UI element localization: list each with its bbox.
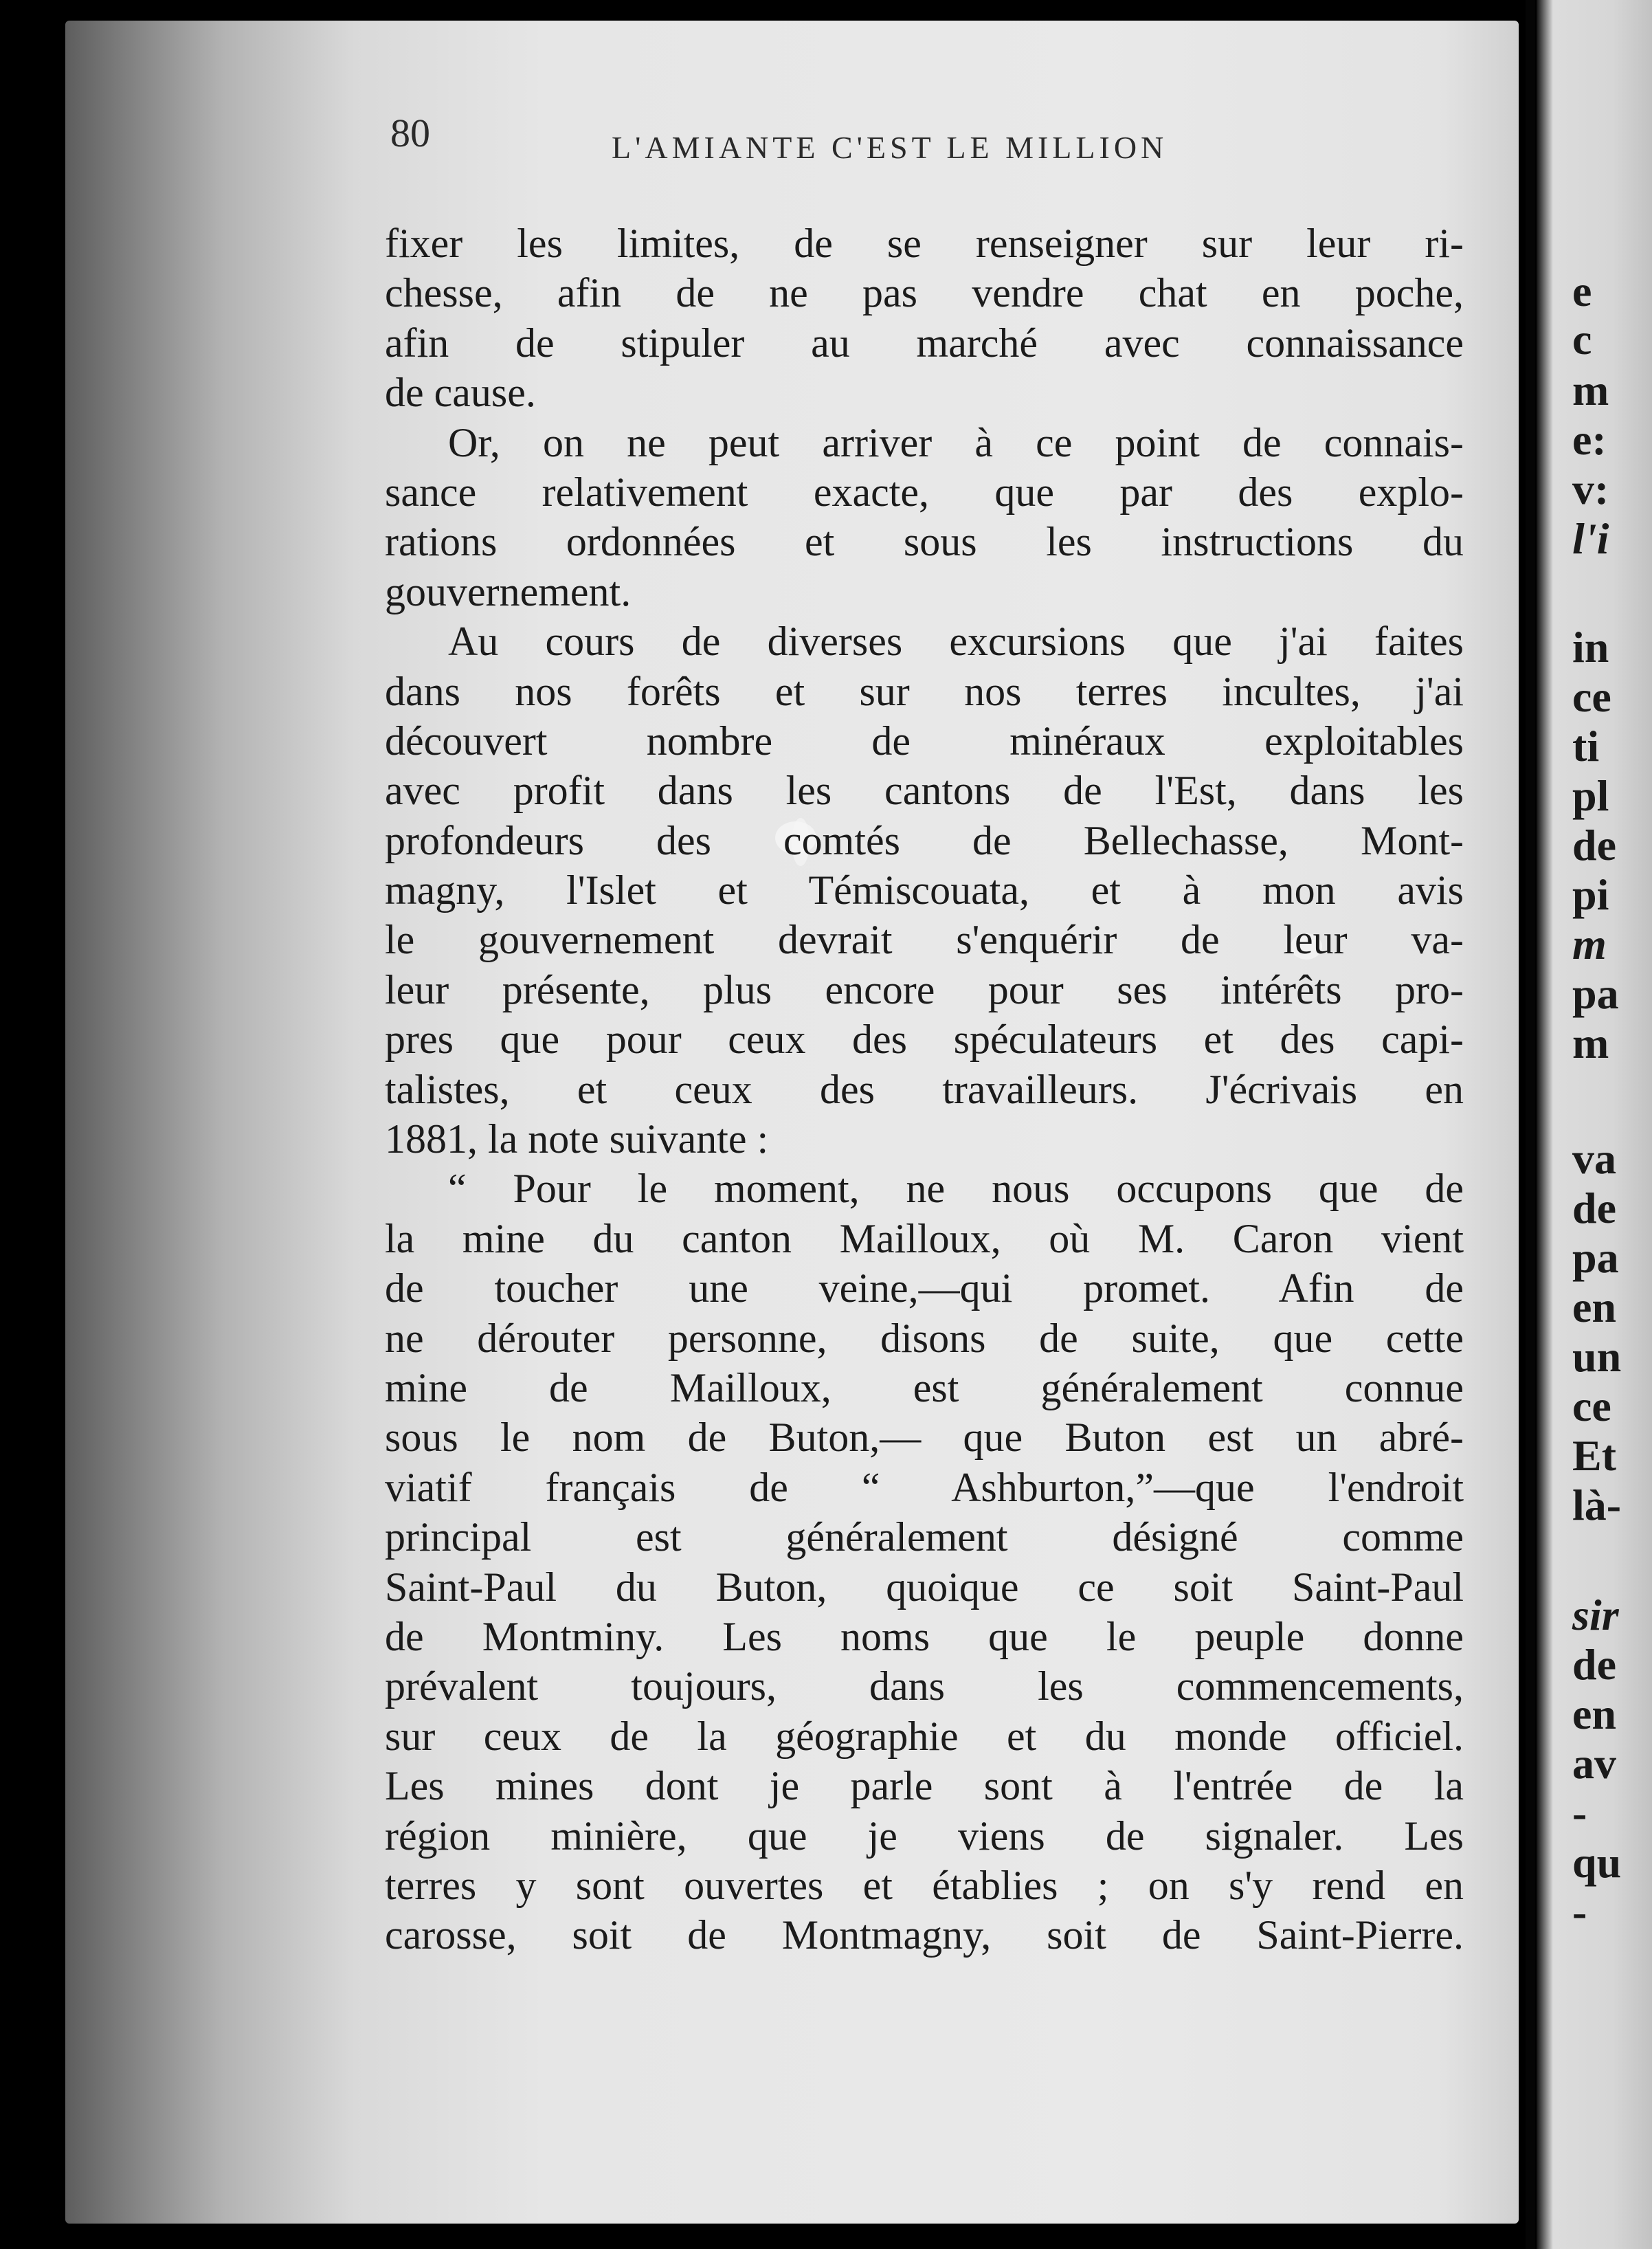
text-line: de toucher une veine,—qui promet. Afin de bbox=[385, 1265, 1464, 1311]
page-number: 80 bbox=[390, 111, 430, 155]
paragraph bbox=[385, 219, 1464, 418]
facing-fragment: in bbox=[1572, 623, 1609, 672]
text-line: sous le nom de Buton,— que Buton est un abré- bbox=[385, 1415, 1464, 1461]
text-line: magny, l'Islet et Témiscouata, et à mon avis bbox=[385, 867, 1464, 913]
facing-fragment: c bbox=[1572, 315, 1592, 364]
text-line: pres que pour ceux des spéculateurs et des capi- bbox=[385, 1017, 1464, 1063]
text-line: la mine du canton Mailloux, où M. Caron vient bbox=[385, 1215, 1464, 1261]
paragraph bbox=[385, 418, 1464, 617]
text-line: leur présente, plus encore pour ses intérêts pro- bbox=[385, 966, 1464, 1012]
facing-fragment: pa bbox=[1572, 969, 1619, 1018]
facing-fragment: ce bbox=[1572, 1382, 1611, 1430]
text-line: de cause. bbox=[385, 370, 536, 416]
facing-fragment: m bbox=[1572, 366, 1609, 414]
facing-fragment: av bbox=[1572, 1739, 1616, 1788]
facing-fragment: de bbox=[1572, 1184, 1616, 1232]
text-line: de Montminy. Les noms que le peuple donne bbox=[385, 1613, 1464, 1659]
text-line: avec profit dans les cantons de l'Est, dans les bbox=[385, 768, 1464, 814]
facing-fragment: en bbox=[1572, 1689, 1616, 1738]
text-line: région minière, que je viens de signaler. Les bbox=[385, 1813, 1464, 1859]
facing-fragment: de bbox=[1572, 1640, 1616, 1689]
facing-fragment: pi bbox=[1572, 870, 1609, 919]
text-line: sur ceux de la géographie et du monde officiel. bbox=[385, 1713, 1464, 1759]
facing-fragment: de bbox=[1572, 821, 1616, 869]
text-line: mine de Mailloux, est généralement connue bbox=[385, 1364, 1464, 1410]
text-line: ne dérouter personne, disons de suite, que cette bbox=[385, 1315, 1464, 1361]
facing-fragment: - bbox=[1572, 1887, 1587, 1936]
facing-fragment: - bbox=[1572, 1788, 1587, 1837]
text-line: découvert nombre de minéraux exploitables bbox=[385, 718, 1464, 764]
text-line: Or, on ne peut arriver à ce point de connais- bbox=[448, 419, 1464, 465]
facing-fragment: e bbox=[1572, 267, 1592, 315]
facing-page-text bbox=[1572, 0, 1648, 2249]
text-line: carosse, soit de Montmagny, soit de Saint-Pierre. bbox=[385, 1912, 1464, 1958]
text-line: principal est généralement désigné comme bbox=[385, 1514, 1464, 1560]
facing-fragment: pl bbox=[1572, 771, 1609, 820]
paragraph bbox=[385, 617, 1464, 1164]
facing-fragment: pa bbox=[1572, 1233, 1619, 1282]
page-body bbox=[385, 219, 1464, 1960]
facing-fragment: ti bbox=[1572, 722, 1600, 771]
text-line: Saint-Paul du Buton, quoique ce soit Saint-Paul bbox=[385, 1564, 1464, 1610]
facing-fragment: e: bbox=[1572, 415, 1607, 464]
facing-fragment: en bbox=[1572, 1283, 1616, 1331]
facing-fragment: qu bbox=[1572, 1838, 1622, 1887]
facing-fragment: ce bbox=[1572, 672, 1611, 721]
text-line: talistes, et ceux des travailleurs. J'écrivais en bbox=[385, 1066, 1464, 1112]
facing-fragment: va bbox=[1572, 1134, 1616, 1183]
text-line: rations ordonnées et sous les instructions du bbox=[385, 519, 1464, 565]
text-line: profondeurs des comtés de Bellechasse, Mont- bbox=[385, 817, 1464, 863]
gutter-shadow bbox=[1526, 0, 1535, 2249]
text-line: “ Pour le moment, ne nous occupons que de bbox=[448, 1166, 1464, 1212]
text-line: chesse, afin de ne pas vendre chat en poche, bbox=[385, 270, 1464, 316]
text-line: viatif français de “ Ashburton,”—que l'endroit bbox=[385, 1464, 1464, 1510]
text-line: dans nos forêts et sur nos terres incultes, j'ai bbox=[385, 668, 1464, 714]
text-line: gouvernement. bbox=[385, 568, 632, 614]
text-line: terres y sont ouvertes et établies ; on s'y rend en bbox=[385, 1862, 1464, 1908]
facing-fragment: m bbox=[1572, 1019, 1609, 1067]
text-line: prévalent toujours, dans les commencements, bbox=[385, 1663, 1464, 1709]
text-line: le gouvernement devrait s'enquérir de leur va- bbox=[385, 917, 1464, 963]
facing-fragment: sir bbox=[1572, 1591, 1619, 1639]
text-line: Les mines dont je parle sont à l'entrée de la bbox=[385, 1763, 1464, 1809]
text-line: fixer les limites, de se renseigner sur leur ri- bbox=[385, 221, 1464, 266]
text-line: sance relativement exacte, que par des explo- bbox=[385, 469, 1464, 515]
facing-fragment: m bbox=[1572, 920, 1607, 968]
facing-fragment: l'i bbox=[1572, 514, 1609, 563]
facing-fragment: Et bbox=[1572, 1431, 1616, 1480]
text-line: afin de stipuler au marché avec connaissance bbox=[385, 320, 1464, 366]
paragraph bbox=[385, 1164, 1464, 1960]
facing-fragment: là- bbox=[1572, 1481, 1622, 1529]
facing-fragment: un bbox=[1572, 1332, 1622, 1381]
running-head: L'AMIANTE C'EST LE MILLION bbox=[612, 130, 1168, 165]
text-line: Au cours de diverses excursions que j'ai faites bbox=[448, 619, 1464, 665]
text-line: 1881, la note suivante : bbox=[385, 1116, 769, 1162]
facing-fragment: v: bbox=[1572, 465, 1609, 513]
